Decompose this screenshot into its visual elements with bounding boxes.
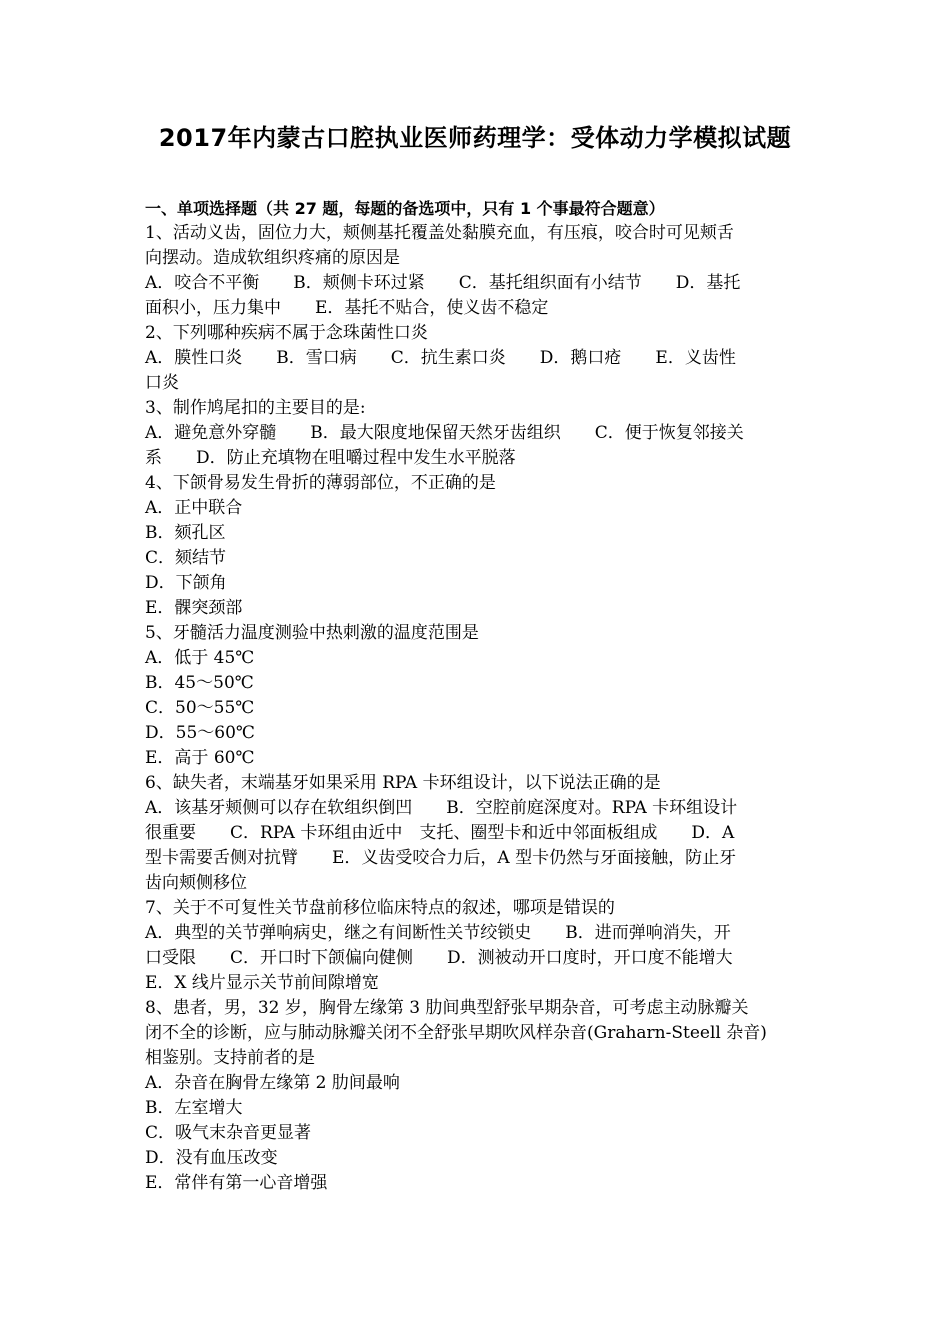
question-3 bbox=[145, 396, 809, 471]
option-line: C．50～55℃ bbox=[145, 698, 255, 718]
question-stem-line: 7、关于不可复性关节盘前移位临床特点的叙述，哪项是错误的 bbox=[145, 898, 615, 918]
question-stem-line: 6、缺失者，末端基牙如果采用 RPA 卡环组设计，以下说法正确的是 bbox=[145, 773, 661, 793]
option-line: 面积小，压力集中 E．基托不贴合，使义齿不稳定 bbox=[145, 298, 549, 318]
question-stem-line: 向摆动。造成软组织疼痛的原因是 bbox=[145, 248, 400, 268]
option-line: 型卡需要舌侧对抗臂 E．义齿受咬合力后，A 型卡仍然与牙面接触，防止牙 bbox=[145, 848, 737, 868]
option-line: A．低于 45℃ bbox=[145, 648, 255, 668]
question-2 bbox=[145, 321, 809, 396]
question-stem-line: 3、制作鸠尾扣的主要目的是: bbox=[145, 398, 366, 418]
question-4 bbox=[145, 471, 809, 621]
question-5 bbox=[145, 621, 809, 771]
option-line: A．典型的关节弹响病史，继之有间断性关节绞锁史 B．进而弹响消失，开 bbox=[145, 923, 731, 943]
option-line: A．膜性口炎 B．雪口病 C．抗生素口炎 D．鹅口疮 E．义齿性 bbox=[145, 348, 736, 368]
option-line: A．正中联合 bbox=[145, 498, 243, 518]
option-line: 系 D．防止充填物在咀嚼过程中发生水平脱落 bbox=[145, 448, 516, 468]
option-line: A．避免意外穿髓 B．最大限度地保留天然牙齿组织 C．便于恢复邻接关 bbox=[145, 423, 744, 443]
option-line: C．吸气末杂音更显著 bbox=[145, 1123, 312, 1143]
question-8 bbox=[145, 996, 809, 1196]
option-line: D．55～60℃ bbox=[145, 723, 255, 743]
option-line: B．45～50℃ bbox=[145, 673, 254, 693]
option-line: A．该基牙颊侧可以存在软组织倒凹 B．空腔前庭深度对。RPA 卡环组设计 bbox=[145, 798, 738, 818]
question-stem-line: 5、牙髓活力温度测验中热刺激的温度范围是 bbox=[145, 623, 479, 643]
option-line: E．X 线片显示关节前间隙增宽 bbox=[145, 973, 379, 993]
question-stem-line: 闭不全的诊断，应与肺动脉瓣关闭不全舒张早期吹风样杂音(Graharn-Steell 杂音) bbox=[145, 1023, 767, 1043]
option-line: A．咬合不平衡 B．颊侧卡环过紧 C．基托组织面有小结节 D．基托 bbox=[145, 273, 741, 293]
option-line: B．左室增大 bbox=[145, 1098, 243, 1118]
question-7 bbox=[145, 896, 809, 996]
question-stem-line: 4、下颌骨易发生骨折的薄弱部位，不正确的是 bbox=[145, 473, 496, 493]
question-stem-line: 2、下列哪种疾病不属于念珠菌性口炎 bbox=[145, 323, 428, 343]
option-line: 很重要 C．RPA 卡环组由近中 支托、圈型卡和近中邻面板组成 D．A bbox=[145, 823, 735, 843]
question-stem-line: 相鉴别。支持前者的是 bbox=[145, 1048, 315, 1068]
option-line: 口受限 C．开口时下颌偏向健侧 D．测被动开口度时，开口度不能增大 bbox=[145, 948, 733, 968]
option-line: E．髁突颈部 bbox=[145, 598, 243, 618]
option-line: E．高于 60℃ bbox=[145, 748, 255, 768]
question-1 bbox=[145, 221, 809, 321]
option-line: 齿向颊侧移位 bbox=[145, 873, 247, 893]
option-line: 口炎 bbox=[145, 373, 179, 393]
question-list bbox=[145, 196, 809, 1196]
question-stem-line: 8、患者，男，32 岁，胸骨左缘第 3 肋间典型舒张早期杂音，可考虑主动脉瓣关 bbox=[145, 998, 749, 1018]
option-line: D．没有血压改变 bbox=[145, 1148, 278, 1168]
section-heading: 一、单项选择题（共 27 题，每题的备选项中，只有 1 个事最符合题意） bbox=[145, 199, 665, 218]
option-line: D．下颌角 bbox=[145, 573, 227, 593]
option-line: A．杂音在胸骨左缘第 2 肋间最响 bbox=[145, 1073, 400, 1093]
document-title: 2017年内蒙古口腔执业医师药理学：受体动力学模拟试题 bbox=[158, 124, 792, 152]
question-stem-line: 1、活动义齿，固位力大，颊侧基托覆盖处黏膜充血，有压痕，咬合时可见颊舌 bbox=[145, 223, 734, 243]
option-line: B．颏孔区 bbox=[145, 523, 226, 543]
option-line: C．颏结节 bbox=[145, 548, 227, 568]
option-line: E．常伴有第一心音增强 bbox=[145, 1173, 328, 1193]
question-6 bbox=[145, 771, 809, 896]
